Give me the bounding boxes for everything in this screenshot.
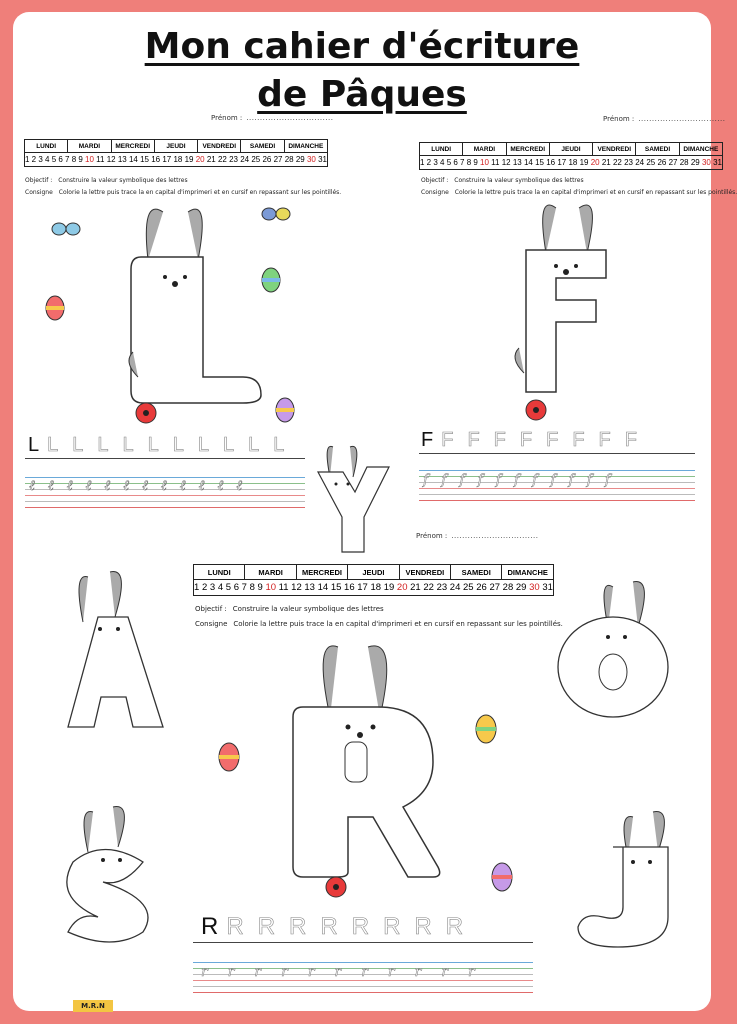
- writing-lines-f: [419, 453, 695, 459]
- date-number: 26: [476, 582, 490, 593]
- date-number-row: [194, 580, 554, 596]
- weekday-mardi: MARDI: [463, 143, 506, 156]
- weekday-samedi: SAMEDI: [241, 140, 284, 153]
- bunny-letter-j[interactable]: [558, 807, 688, 961]
- date-number: 11: [491, 158, 502, 167]
- flower-icon: [523, 397, 549, 423]
- date-number: 23: [624, 158, 636, 167]
- easter-egg-icon: [45, 295, 65, 321]
- weekday-header-row: [420, 143, 723, 156]
- date-number: 1: [194, 582, 202, 593]
- butterfly-icon: [51, 217, 81, 247]
- weekday-header-row: [25, 140, 328, 153]
- date-number: 19: [579, 158, 591, 167]
- bunny-letter-f-drawing: [501, 198, 621, 398]
- date-number: 14: [128, 155, 141, 164]
- cursive-trace-row-f[interactable]: f f f f f f f f f f f: [423, 472, 611, 488]
- date-number: 13: [512, 158, 524, 167]
- date-number: 16: [151, 155, 163, 164]
- date-number: 21: [206, 155, 218, 164]
- instructions: Objectif : Construire la valeur symbolique des lettres Consigne Colorie la lettre puis trace la en capital d'imprimeri et en cursif en repassant sur les pointillés.: [421, 177, 737, 196]
- date-number: 30: [701, 158, 714, 167]
- butterfly-icon: [261, 202, 291, 232]
- weekday-mercredi: MERCREDI: [111, 140, 154, 153]
- capital-trace-row-r[interactable]: R R R R R R R R R: [201, 913, 464, 940]
- easter-egg-icon: [491, 862, 513, 892]
- date-number: 9: [257, 582, 266, 593]
- date-number: 24: [635, 158, 647, 167]
- date-number: 2: [426, 158, 434, 167]
- date-number: 13: [304, 582, 318, 593]
- date-number: 25: [463, 582, 477, 593]
- bunny-letter-a[interactable]: [48, 567, 178, 751]
- instructions: Objectif : Construire la valeur symbolique des lettres Consigne Colorie la lettre puis trace la en capital d'imprimeri et en cursif en repassant sur les pointillés.: [195, 605, 563, 628]
- date-number: 29: [690, 158, 702, 167]
- date-number: 24: [240, 155, 252, 164]
- capital-trace-row-l[interactable]: L L L L L L L L L L L: [28, 434, 285, 456]
- page-title-line2: de Pâques: [257, 74, 467, 115]
- date-number: 18: [173, 155, 185, 164]
- writing-lines-l: [25, 458, 305, 464]
- weekday-mardi: MARDI: [68, 140, 111, 153]
- date-number: 16: [546, 158, 558, 167]
- date-number: 17: [357, 582, 371, 593]
- date-number: 15: [330, 582, 345, 593]
- date-number: 12: [501, 158, 513, 167]
- weekday-mardi: MARDI: [245, 565, 296, 580]
- date-number: 5: [446, 158, 454, 167]
- date-number: 27: [273, 155, 285, 164]
- date-number: 23: [229, 155, 241, 164]
- page-title-line1: Mon cahier d'écriture: [144, 26, 580, 67]
- date-number: 19: [184, 155, 196, 164]
- date-number: 20: [396, 582, 411, 593]
- weekday-header-row: [194, 565, 554, 580]
- date-number: 31: [542, 582, 553, 593]
- date-number: 27: [668, 158, 680, 167]
- date-number: 12: [291, 582, 305, 593]
- date-number: 21: [601, 158, 613, 167]
- weekday-dimanche: DIMANCHE: [679, 143, 722, 156]
- date-number: 9: [78, 155, 86, 164]
- bunny-letter-l[interactable]: [103, 202, 233, 406]
- date-number: 20: [195, 155, 207, 164]
- date-number: 7: [460, 158, 467, 167]
- date-number: 28: [284, 155, 296, 164]
- bunny-letter-y[interactable]: [308, 442, 388, 566]
- weekday-vendredi: VENDREDI: [399, 565, 450, 580]
- date-number: 1: [420, 158, 427, 167]
- worksheet-page: [13, 12, 737, 1011]
- weekday-dimanche: DIMANCHE: [502, 565, 553, 580]
- weekday-jeudi: JEUDI: [348, 565, 399, 580]
- easter-egg-icon: [261, 267, 281, 293]
- date-number: 13: [117, 155, 129, 164]
- date-number: 14: [523, 158, 536, 167]
- date-number: 8: [466, 158, 474, 167]
- date-number: 6: [233, 582, 242, 593]
- date-number: 7: [241, 582, 250, 593]
- weekday-vendredi: VENDREDI: [198, 140, 241, 153]
- date-number: 6: [58, 155, 66, 164]
- weekday-lundi: LUNDI: [194, 565, 245, 580]
- instructions: Objectif : Construire la valeur symbolique des lettres Consigne Colorie la lettre puis trace la en capital d'imprimeri et en cursif en repassant sur les pointillés.: [25, 177, 342, 196]
- date-number: 22: [217, 155, 230, 164]
- date-number-row: [420, 156, 723, 170]
- prenom-field[interactable]: Prénom : ................................: [416, 532, 539, 540]
- bunny-letter-f[interactable]: [501, 198, 621, 402]
- date-number: 16: [344, 582, 358, 593]
- date-number: 29: [515, 582, 530, 593]
- easter-egg-icon: [275, 397, 295, 423]
- date-number: 2: [201, 582, 210, 593]
- weekday-samedi: SAMEDI: [451, 565, 502, 580]
- date-number: 19: [383, 582, 397, 593]
- date-number: 28: [679, 158, 691, 167]
- weekday-samedi: SAMEDI: [636, 143, 679, 156]
- date-number: 25: [646, 158, 658, 167]
- weekday-mercredi: MERCREDI: [296, 565, 347, 580]
- date-number: 26: [657, 158, 669, 167]
- weekday-jeudi: JEUDI: [154, 140, 197, 153]
- weekday-calendar: [24, 139, 328, 167]
- date-number: 4: [217, 582, 226, 593]
- date-number: 17: [557, 158, 569, 167]
- weekday-calendar: [419, 142, 723, 170]
- date-number: 1: [25, 155, 32, 164]
- date-number: 9: [473, 158, 481, 167]
- writing-lines-r: [193, 942, 533, 948]
- date-number: 4: [45, 155, 52, 164]
- weekday-lundi: LUNDI: [25, 140, 68, 153]
- date-number: 5: [51, 155, 59, 164]
- date-number: 14: [317, 582, 331, 593]
- date-number: 18: [568, 158, 580, 167]
- brand-logo: M.R.N: [73, 1000, 113, 1012]
- easter-egg-icon: [218, 742, 240, 772]
- date-number: 24: [449, 582, 464, 593]
- weekday-lundi: LUNDI: [420, 143, 463, 156]
- date-number: 18: [370, 582, 384, 593]
- easter-egg-icon: [475, 714, 497, 744]
- date-number: 2: [31, 155, 39, 164]
- bunny-letter-o[interactable]: [553, 577, 683, 731]
- bunny-letter-l-drawing: [103, 202, 233, 402]
- weekday-vendredi: VENDREDI: [593, 143, 636, 156]
- date-number: 4: [440, 158, 447, 167]
- date-number: 21: [410, 582, 424, 593]
- date-number: 15: [535, 158, 547, 167]
- date-number: 10: [85, 155, 97, 164]
- date-number: 3: [433, 158, 441, 167]
- date-number: 3: [209, 582, 218, 593]
- capital-trace-row-f[interactable]: F F F F F F F F F: [421, 429, 637, 451]
- weekday-calendar: [193, 564, 554, 596]
- date-number: 11: [96, 155, 107, 164]
- date-number: 12: [106, 155, 118, 164]
- weekday-dimanche: DIMANCHE: [284, 140, 327, 153]
- date-number: 25: [251, 155, 263, 164]
- date-number: 30: [529, 582, 543, 593]
- cursive-trace-row-r[interactable]: r r r r r r r r r r r: [201, 964, 475, 980]
- flower-icon: [133, 400, 159, 426]
- date-number: 29: [295, 155, 307, 164]
- date-number: 8: [249, 582, 258, 593]
- bunny-letter-s[interactable]: [58, 802, 178, 956]
- date-number: 31: [318, 155, 327, 164]
- date-number: 30: [306, 155, 319, 164]
- date-number: 6: [453, 158, 461, 167]
- date-number: 26: [262, 155, 274, 164]
- date-number: 15: [140, 155, 152, 164]
- date-number-row: [25, 153, 328, 167]
- date-number: 28: [502, 582, 516, 593]
- date-number: 31: [713, 158, 722, 167]
- date-number: 11: [278, 582, 292, 593]
- date-number: 10: [480, 158, 492, 167]
- date-number: 20: [590, 158, 602, 167]
- prenom-field[interactable]: Prénom : ................................: [603, 115, 726, 123]
- date-number: 17: [162, 155, 174, 164]
- date-number: 7: [65, 155, 72, 164]
- date-number: 8: [71, 155, 79, 164]
- date-number: 22: [612, 158, 625, 167]
- date-number: 22: [423, 582, 437, 593]
- cursive-trace-row-l[interactable]: ℓ ℓ ℓ ℓ ℓ ℓ ℓ ℓ ℓ ℓ ℓ ℓ: [29, 478, 243, 494]
- date-number: 3: [38, 155, 46, 164]
- bunny-letter-r[interactable]: [283, 637, 443, 901]
- flower-icon: [323, 874, 349, 900]
- date-number: 23: [436, 582, 450, 593]
- weekday-jeudi: JEUDI: [549, 143, 592, 156]
- weekday-mercredi: MERCREDI: [506, 143, 549, 156]
- prenom-field[interactable]: Prénom : ................................: [211, 114, 334, 122]
- date-number: 27: [489, 582, 503, 593]
- date-number: 5: [225, 582, 234, 593]
- date-number: 10: [265, 582, 279, 593]
